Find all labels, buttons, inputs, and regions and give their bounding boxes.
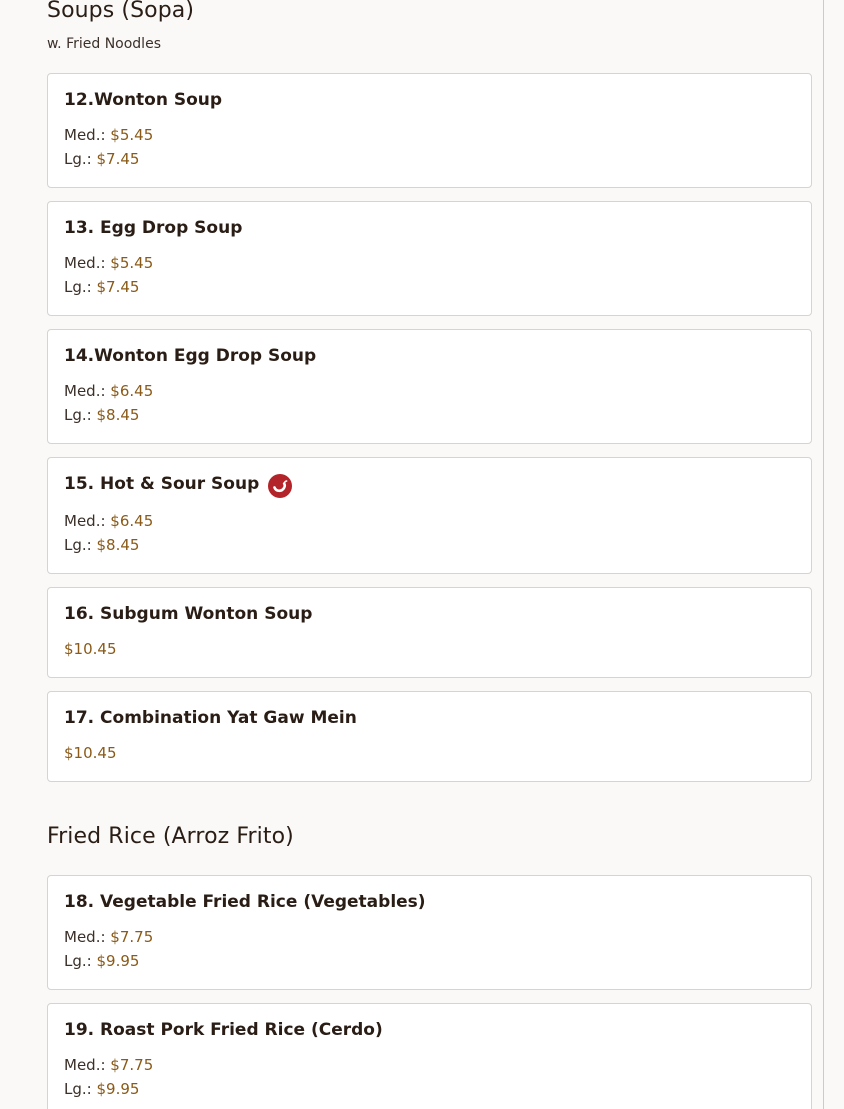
price-value: $10.45 — [64, 640, 117, 658]
price-label: Lg.: — [64, 536, 92, 554]
section-title-fried-rice: Fried Rice (Arroz Frito) — [47, 824, 294, 849]
menu-item-card[interactable] — [47, 457, 812, 574]
price-label: Lg.: — [64, 278, 92, 296]
menu-item-card[interactable] — [47, 691, 812, 782]
price-value: $5.45 — [110, 254, 154, 272]
item-prices — [64, 1053, 795, 1101]
price-line — [64, 1053, 795, 1077]
chili-pepper-icon — [268, 474, 292, 498]
price-line — [64, 1077, 795, 1101]
price-value: $6.45 — [110, 512, 154, 530]
item-name-row — [64, 217, 795, 239]
price-value: $8.45 — [96, 406, 140, 424]
price-label: Med.: — [64, 382, 106, 400]
price-line — [64, 403, 795, 427]
item-name: 19. Roast Pork Fried Rice (Cerdo) — [64, 1020, 383, 1040]
item-prices — [64, 509, 795, 557]
item-prices — [64, 379, 795, 427]
price-label: Lg.: — [64, 952, 92, 970]
price-line — [64, 509, 795, 533]
item-name: 17. Combination Yat Gaw Mein — [64, 708, 357, 728]
item-name-row — [64, 891, 795, 913]
menu-item-card[interactable] — [47, 875, 812, 990]
item-prices — [64, 741, 795, 765]
price-line — [64, 123, 795, 147]
menu-item-card[interactable] — [47, 1003, 812, 1109]
item-name: 13. Egg Drop Soup — [64, 218, 243, 238]
item-prices — [64, 637, 795, 661]
item-prices — [64, 251, 795, 299]
price-value: $9.95 — [96, 952, 140, 970]
menu-item-card[interactable] — [47, 587, 812, 678]
menu-item-card[interactable] — [47, 329, 812, 444]
price-label: Lg.: — [64, 1080, 92, 1098]
item-prices — [64, 925, 795, 973]
price-line — [64, 925, 795, 949]
price-value: $7.45 — [96, 150, 140, 168]
price-line — [64, 275, 795, 299]
price-label: Med.: — [64, 126, 106, 144]
item-name-row — [64, 1019, 795, 1041]
price-line — [64, 379, 795, 403]
price-line — [64, 949, 795, 973]
price-value: $7.75 — [110, 928, 154, 946]
price-line — [64, 533, 795, 557]
price-value: $8.45 — [96, 536, 140, 554]
item-name-row — [64, 707, 795, 729]
price-value: $5.45 — [110, 126, 154, 144]
price-label: Med.: — [64, 928, 106, 946]
price-line — [64, 147, 795, 171]
soups-item-list — [47, 73, 812, 782]
price-value: $9.95 — [96, 1080, 140, 1098]
menu-item-card[interactable] — [47, 201, 812, 316]
price-value: $7.75 — [110, 1056, 154, 1074]
price-value: $6.45 — [110, 382, 154, 400]
price-line — [64, 251, 795, 275]
item-name-row — [64, 345, 795, 367]
price-label: Med.: — [64, 1056, 106, 1074]
price-line — [64, 637, 795, 661]
section-title-soups: Soups (Sopa) — [47, 0, 195, 23]
item-name: 15. Hot & Sour Soup — [64, 474, 260, 494]
price-label: Lg.: — [64, 406, 92, 424]
fried-rice-item-list — [47, 875, 812, 1109]
item-name-row — [64, 603, 795, 625]
price-line — [64, 741, 795, 765]
price-value: $10.45 — [64, 744, 117, 762]
item-name: 14.Wonton Egg Drop Soup — [64, 346, 317, 366]
item-name-row — [64, 473, 795, 495]
item-name: 16. Subgum Wonton Soup — [64, 604, 313, 624]
item-name: 12.Wonton Soup — [64, 90, 223, 110]
menu-item-card[interactable] — [47, 73, 812, 188]
content-divider — [823, 0, 824, 1109]
price-label: Med.: — [64, 512, 106, 530]
item-name-row — [64, 89, 795, 111]
price-label: Med.: — [64, 254, 106, 272]
menu-content — [47, 0, 812, 1109]
item-prices — [64, 123, 795, 171]
price-label: Lg.: — [64, 150, 92, 168]
item-name: 18. Vegetable Fried Rice (Vegetables) — [64, 892, 426, 912]
price-value: $7.45 — [96, 278, 140, 296]
section-subtitle-soups: w. Fried Noodles — [47, 36, 161, 52]
